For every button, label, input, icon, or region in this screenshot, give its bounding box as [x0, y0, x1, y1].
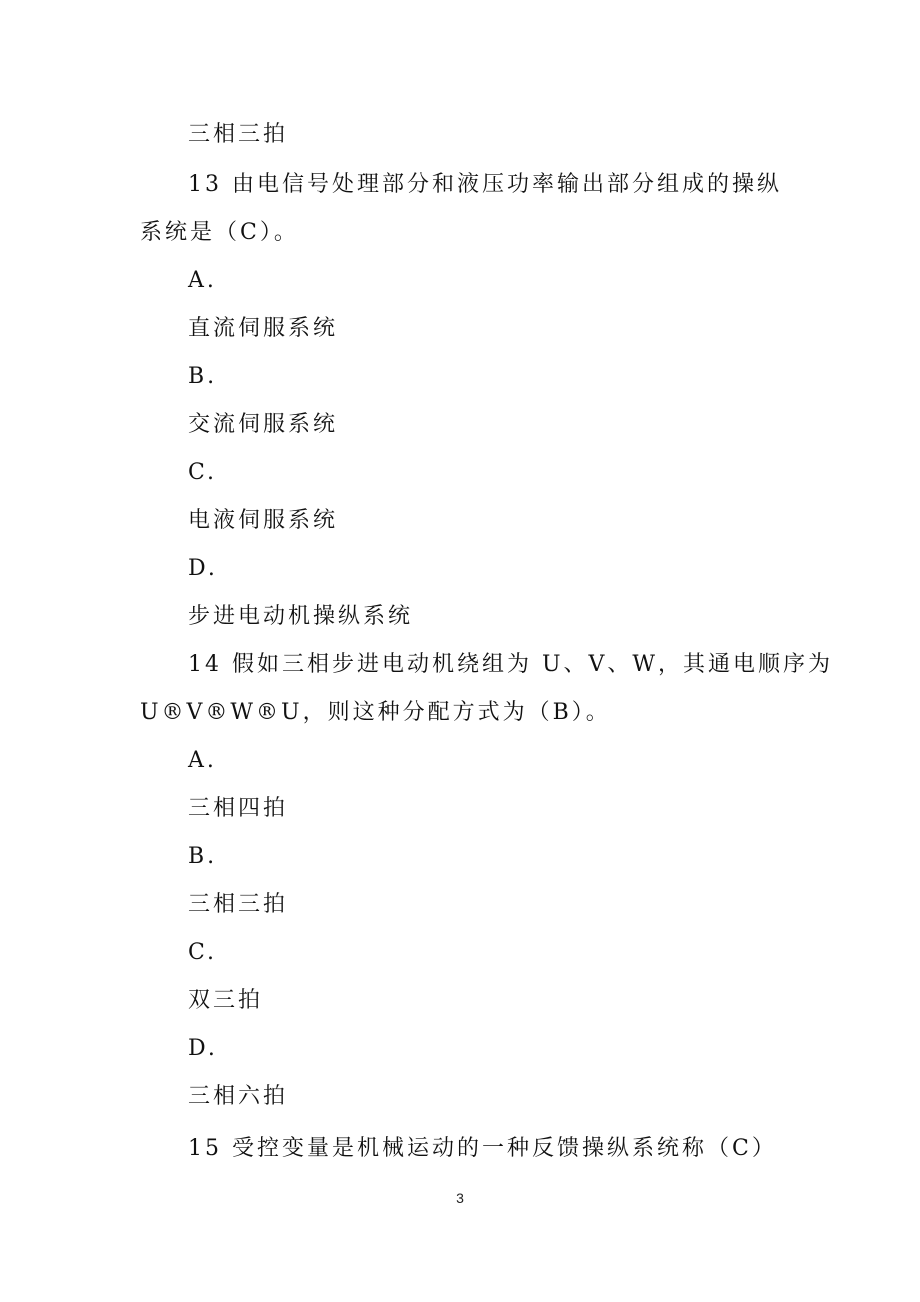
option-b-text: 交流伺服系统 [188, 412, 339, 437]
option-d-label: D. [188, 556, 218, 581]
question-13-text: 13 由电信号处理部分和液压功率输出部分组成的操纵 [188, 172, 782, 197]
option-b-text: 三相三拍 [188, 892, 289, 917]
option-a-label: A. [188, 748, 217, 773]
option-b-label: B. [188, 364, 218, 389]
page-number: 3 [456, 1190, 464, 1206]
option-c-text: 电液伺服系统 [188, 508, 339, 533]
question-14-text-continued: U®V®W®U，则这种分配方式为（B）。 [140, 700, 611, 725]
option-a-label: A. [188, 268, 217, 293]
question-15-text: 15 受控变量是机械运动的一种反馈操纵系统称（C） [188, 1136, 777, 1161]
option-c-text: 双三拍 [188, 988, 264, 1013]
option-c-label: C. [188, 460, 218, 485]
option-d-text: 步进电动机操纵系统 [188, 604, 414, 629]
option-b-label: B. [188, 844, 218, 869]
option-d-text: 三相六拍 [188, 1084, 289, 1109]
option-c-label: C. [188, 940, 218, 965]
question-14-text: 14 假如三相步进电动机绕组为 U、V、W，其通电顺序为 [188, 652, 834, 677]
option-d-label: D. [188, 1036, 218, 1061]
text-line: 三相三拍 [188, 122, 289, 147]
question-13-text-continued: 系统是（C）。 [140, 220, 299, 245]
option-a-text: 直流伺服系统 [188, 316, 339, 341]
option-a-text: 三相四拍 [188, 796, 289, 821]
